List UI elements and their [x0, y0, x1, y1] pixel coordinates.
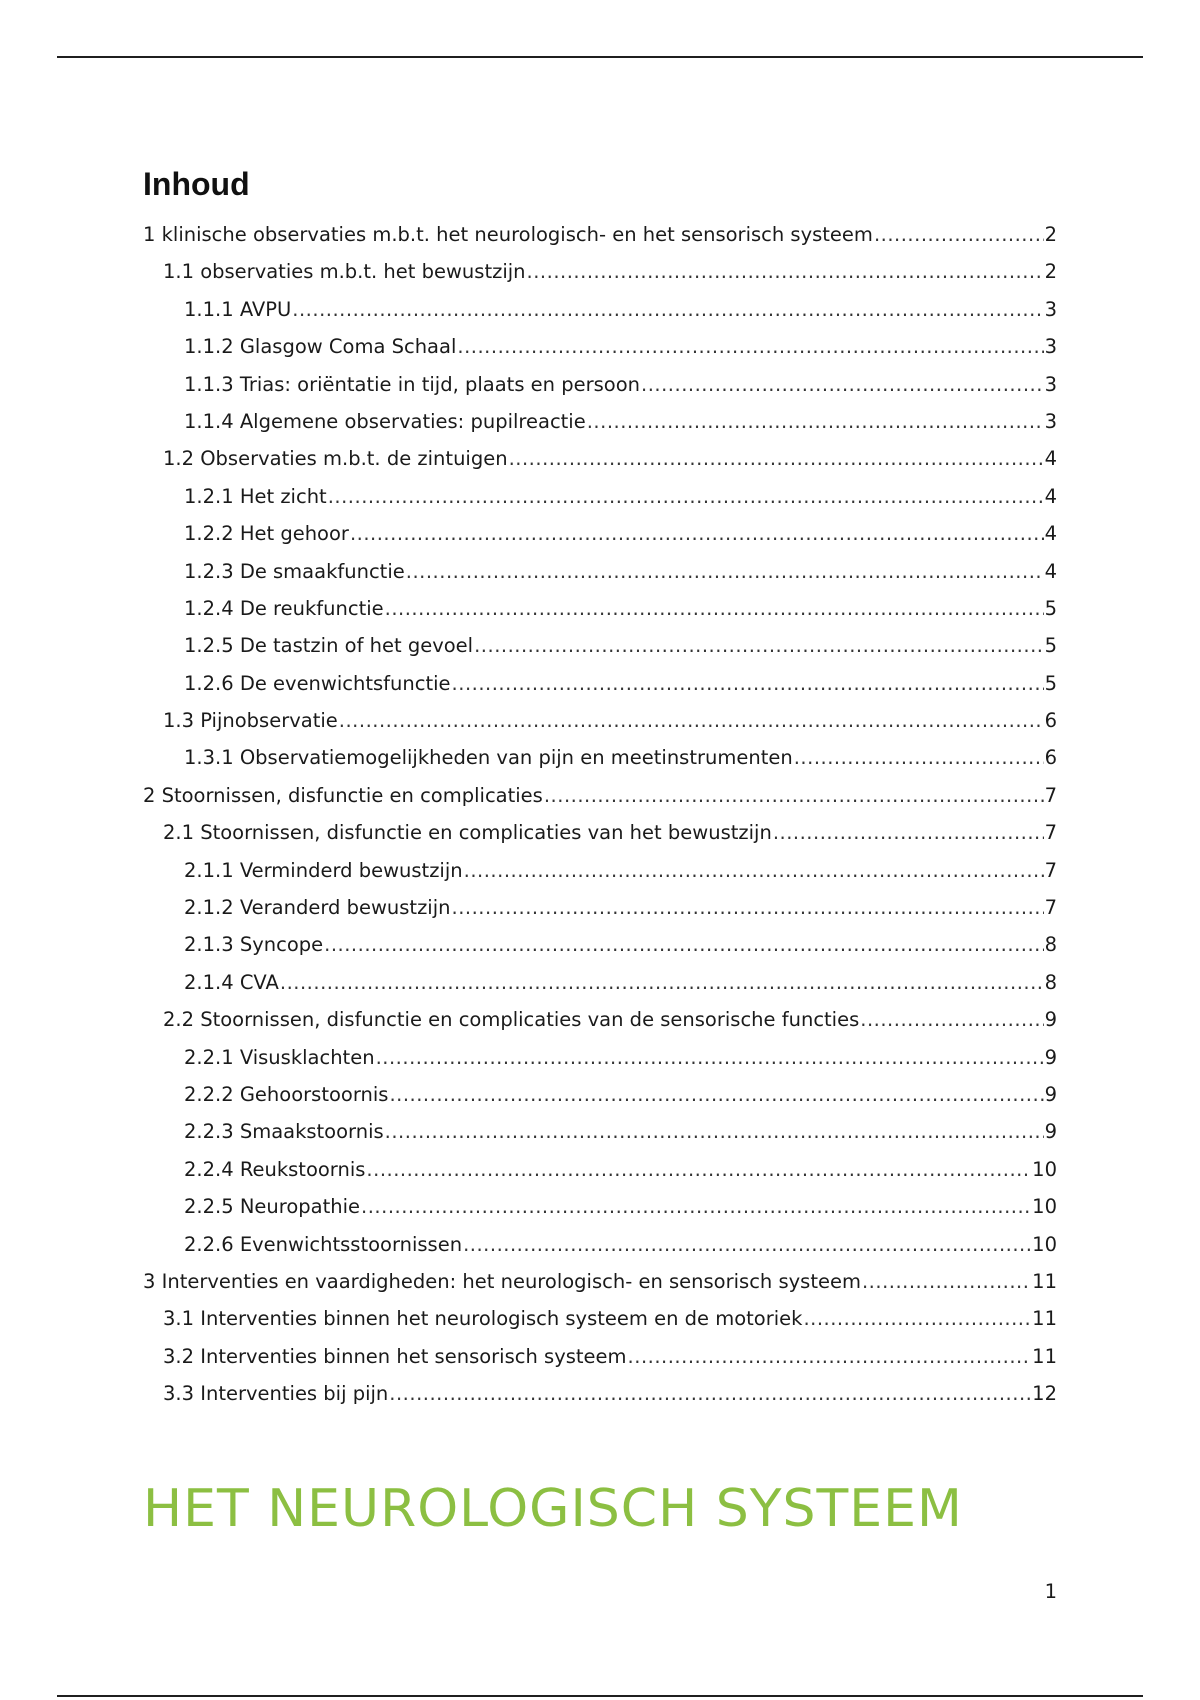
toc-entry[interactable]: [143, 777, 1057, 814]
toc-entry[interactable]: [143, 515, 1057, 552]
toc-dot-leader: [464, 852, 1044, 889]
toc-entry-page: 7: [1044, 858, 1057, 882]
toc-entry-page: 3: [1044, 372, 1057, 396]
toc-entry[interactable]: [143, 1300, 1057, 1337]
toc-entry[interactable]: [143, 1263, 1057, 1300]
toc-entry-page: 9: [1044, 1045, 1057, 1069]
toc-entry-title: 2.2.4 Reukstoornis: [184, 1157, 366, 1181]
toc-entry-title: 2.1.1 Verminderd bewustzijn: [184, 858, 463, 882]
toc-entry-page: 4: [1044, 559, 1057, 583]
toc-entry[interactable]: [143, 702, 1057, 739]
toc-dot-leader: [406, 553, 1044, 590]
toc-entry-title: 2.2.6 Evenwichtsstoornissen: [184, 1232, 463, 1256]
toc-entry-page: 9: [1044, 1082, 1057, 1106]
toc-dot-leader: [324, 926, 1043, 963]
toc-entry-page: 12: [1032, 1382, 1057, 1406]
toc-entry[interactable]: [143, 403, 1057, 440]
toc-dot-leader: [874, 216, 1044, 253]
toc-entry[interactable]: [143, 1151, 1057, 1188]
toc-entry-title: 2.2.2 Gehoorstoornis: [184, 1082, 389, 1106]
toc-dot-leader: [474, 627, 1043, 664]
toc-entry-page: 5: [1044, 634, 1057, 658]
toc-dot-leader: [292, 291, 1043, 328]
toc-entry-title: 1.1 observaties m.b.t. het bewustzijn: [163, 260, 526, 284]
toc-entry-page: 10: [1032, 1157, 1057, 1181]
toc-entry[interactable]: [143, 1226, 1057, 1263]
toc-entry-page: 7: [1044, 821, 1057, 845]
toc-entry-page: 5: [1044, 671, 1057, 695]
toc-heading: Inhoud: [143, 166, 250, 202]
chapter-title: HET NEUROLOGISCH SYSTEEM: [143, 1479, 963, 1539]
toc-entry-page: 3: [1044, 297, 1057, 321]
toc-entry-title: 2 Stoornissen, disfunctie en complicaties: [143, 783, 543, 807]
toc-entry-title: 2.1.4 CVA: [184, 970, 279, 994]
toc-entry-title: 1.1.2 Glasgow Coma Schaal: [184, 335, 457, 359]
toc-dot-leader: [509, 440, 1044, 477]
toc-dot-leader: [361, 1188, 1031, 1225]
toc-entry[interactable]: [143, 366, 1057, 403]
toc-entry-page: 7: [1044, 783, 1057, 807]
toc-dot-leader: [794, 739, 1044, 776]
toc-entry-page: 7: [1044, 896, 1057, 920]
toc-entry[interactable]: [143, 328, 1057, 365]
toc-dot-leader: [339, 702, 1044, 739]
toc-entry[interactable]: [143, 440, 1057, 477]
footer-rule: [57, 1695, 1143, 1697]
toc-entry[interactable]: [143, 1338, 1057, 1375]
toc-entry-page: 10: [1032, 1195, 1057, 1219]
toc-entry-page: 4: [1044, 484, 1057, 508]
toc-entry[interactable]: [143, 253, 1057, 290]
toc-entry-title: 1.1.3 Trias: oriëntatie in tijd, plaats en persoon: [184, 372, 641, 396]
toc-entry[interactable]: [143, 814, 1057, 851]
toc-entry-page: 6: [1044, 746, 1057, 770]
toc-entry[interactable]: [143, 1039, 1057, 1076]
toc-dot-leader: [452, 665, 1044, 702]
toc-entry-page: 2: [1044, 223, 1057, 246]
toc-entry-page: 11: [1032, 1269, 1057, 1293]
toc-entry-title: 1.2.5 De tastzin of het gevoel: [184, 634, 474, 658]
toc-entry[interactable]: [143, 964, 1057, 1001]
toc-dot-leader: [527, 253, 1044, 290]
toc-entry-title: 1.2.1 Het zicht: [184, 484, 327, 508]
toc-dot-leader: [389, 1375, 1031, 1412]
page-number: 1: [1044, 1580, 1057, 1603]
toc-entry-page: 3: [1044, 335, 1057, 359]
toc-dot-leader: [350, 515, 1044, 552]
toc-entry-page: 8: [1044, 970, 1057, 994]
toc-entry-title: 1.1.1 AVPU: [184, 297, 292, 321]
toc-entry-title: 2.1 Stoornissen, disfunctie en complicaties van het bewustzijn: [163, 821, 772, 845]
toc-entry-title: 2.1.2 Veranderd bewustzijn: [184, 896, 451, 920]
toc-entry-title: 1.2.2 Het gehoor: [184, 522, 349, 546]
toc-dot-leader: [385, 590, 1044, 627]
toc-entry-page: 3: [1044, 409, 1057, 433]
toc-dot-leader: [544, 777, 1044, 814]
toc-entry-title: 2.1.3 Syncope: [184, 933, 324, 957]
toc-entry[interactable]: [143, 1001, 1057, 1038]
toc-dot-leader: [328, 478, 1044, 515]
toc-entry-title: 2.2.3 Smaakstoornis: [184, 1120, 384, 1144]
toc-dot-leader: [628, 1338, 1032, 1375]
toc-entry-page: 5: [1044, 596, 1057, 620]
toc-dot-leader: [457, 328, 1043, 365]
toc-dot-leader: [452, 889, 1044, 926]
toc-entry-page: 9: [1044, 1008, 1057, 1032]
toc-dot-leader: [389, 1076, 1043, 1113]
toc-entry-title: 1.2.3 De smaakfunctie: [184, 559, 405, 583]
toc-entry-title: 1.2.6 De evenwichtsfunctie: [184, 671, 451, 695]
toc-entry-title: 1.3.1 Observatiemogelijkheden van pijn en meetinstrumenten: [184, 746, 793, 770]
toc-entry-title: 1.3 Pijnobservatie: [163, 709, 338, 733]
toc-entry[interactable]: [143, 291, 1057, 328]
toc-entry-page: 8: [1044, 933, 1057, 957]
toc-entry-page: 6: [1044, 709, 1057, 733]
toc-entry-title: 1.1.4 Algemene observaties: pupilreactie: [184, 409, 586, 433]
toc-entry[interactable]: [143, 216, 1057, 253]
toc-entry-page: 2: [1044, 260, 1057, 284]
toc-dot-leader: [366, 1151, 1031, 1188]
toc-entry-title: 2.2.5 Neuropathie: [184, 1195, 361, 1219]
toc-entry-title: 3.1 Interventies binnen het neurologisch systeem en de motoriek: [163, 1307, 803, 1331]
toc-entry-page: 11: [1032, 1344, 1057, 1368]
toc-entry-title: 1.2.4 De reukfunctie: [184, 596, 384, 620]
toc-entry-title: 3 Interventies en vaardigheden: het neurologisch- en sensorisch systeem: [143, 1269, 861, 1293]
toc-dot-leader: [803, 1300, 1031, 1337]
toc-dot-leader: [862, 1263, 1031, 1300]
toc-entry-title: 2.2 Stoornissen, disfunctie en complicaties van de sensorische functies: [163, 1008, 860, 1032]
toc-entry-page: 4: [1044, 522, 1057, 546]
toc-dot-leader: [385, 1113, 1044, 1150]
toc-entry-page: 11: [1032, 1307, 1057, 1331]
toc-entry[interactable]: [143, 590, 1057, 627]
toc-entry-title: 1 klinische observaties m.b.t. het neurologisch- en het sensorisch systeem: [143, 223, 873, 246]
toc-entry[interactable]: [143, 1188, 1057, 1225]
toc-entry-title: 3.2 Interventies binnen het sensorisch systeem: [163, 1344, 627, 1368]
toc-entry-page: 10: [1032, 1232, 1057, 1256]
toc-entry-page: 9: [1044, 1120, 1057, 1144]
toc-dot-leader: [773, 814, 1044, 851]
toc-entry[interactable]: [143, 627, 1057, 664]
toc-entry-title: 1.2 Observaties m.b.t. de zintuigen: [163, 447, 508, 471]
header-rule: [57, 56, 1143, 58]
toc-entry[interactable]: [143, 665, 1057, 702]
toc-dot-leader: [280, 964, 1044, 1001]
toc-dot-leader: [860, 1001, 1043, 1038]
toc-entry-title: 3.3 Interventies bij pijn: [163, 1382, 389, 1406]
toc-entry[interactable]: [143, 852, 1057, 889]
toc-dot-leader: [641, 366, 1044, 403]
toc-dot-leader: [587, 403, 1044, 440]
toc-entry[interactable]: [143, 889, 1057, 926]
toc-entry[interactable]: [143, 553, 1057, 590]
toc-entry[interactable]: [143, 1375, 1057, 1412]
toc-entry[interactable]: [143, 1076, 1057, 1113]
toc-dot-leader: [463, 1226, 1031, 1263]
toc-entry[interactable]: [143, 926, 1057, 963]
table-of-contents: [143, 216, 1057, 1413]
toc-entry[interactable]: [143, 478, 1057, 515]
toc-entry[interactable]: [143, 1113, 1057, 1150]
toc-entry-page: 4: [1044, 447, 1057, 471]
toc-entry[interactable]: [143, 739, 1057, 776]
toc-dot-leader: [376, 1039, 1044, 1076]
toc-entry-title: 2.2.1 Visusklachten: [184, 1045, 375, 1069]
